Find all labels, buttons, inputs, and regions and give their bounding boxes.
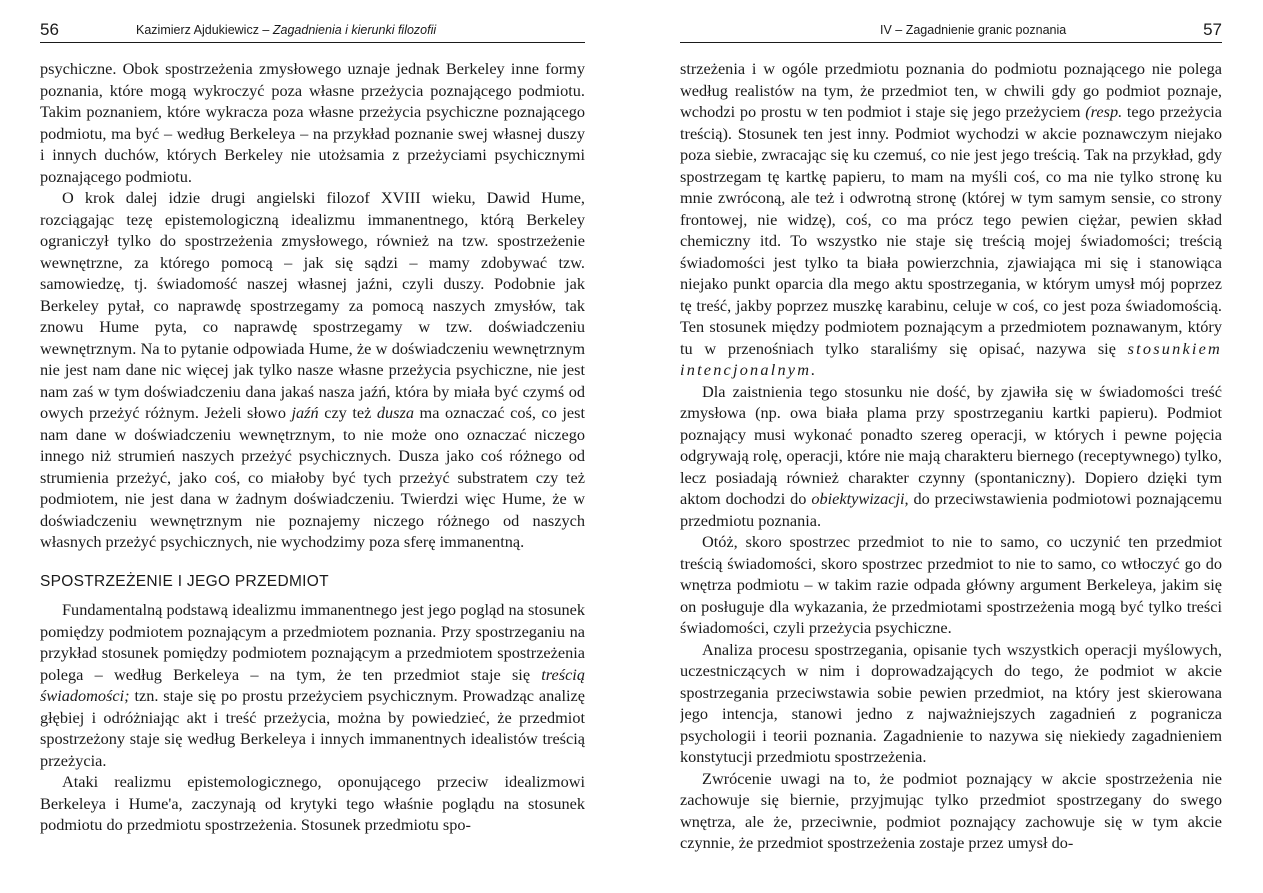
right-running-header <box>680 20 1222 43</box>
left-body-text <box>40 58 585 836</box>
paragraph: Analiza procesu spostrzegania, opisanie tych wszystkich operacji myślowych, uczestniczących w nim i doprowadzających do tego, że podmiot w akcie spostrzegania przeciwstawia sobie pewien przedmiot, na który jest skierowana jego intencja, stanowi jedno z najważniejszych zagadnień z pogranicza psychologii i teorii poznania. Zagadnienie to nazywa się niekiedy zagadnieniem konstytucji przedmiotu spostrzeżenia. <box>680 639 1222 766</box>
page-number: 57 <box>1203 20 1222 39</box>
paragraph: Ataki realizmu epistemologicznego, oponującego przeciw idealizmowi Berkeleya i Hume'a, zaczynają od krytyki tego właśnie poglądu na stosunek podmiotu do przedmiotu spostrzeżenia. Stosunek przedmiotu spo- <box>40 772 585 834</box>
left-page <box>40 0 585 893</box>
paragraph: Fundamentalną podstawą idealizmu immanentnego jest jego pogląd na stosunek pomiędzy podmiotem poznającym a przedmiotem poznania. Przy spostrzeganiu na przykład stosunek pomiędzy podmiotem poznającym a przedmiotem spostrzeżenia polega – według Berkeleya – na tym, że ten przedmiot staje się treścią świadomości; tzn. staje się po prostu przeżyciem psychicznym. Prowadząc analizę głębiej i odróżniając akt i treść przeżycia, można by powiedzieć, że przedmiot spostrzeżony staje się według Berkeleya i innych immanentnych idealistów treścią przeżycia. <box>40 600 585 770</box>
paragraph: Otóż, skoro spostrzec przedmiot to nie to samo, co uczynić ten przedmiot treścią świadomości, skoro spostrzec przedmiot to nie to samo, co wtłoczyć go do wnętrza podmiotu – w takim razie odpada główny argument Berkeleya, jakim się on posługuje dla wykazania, że przedmiotami spostrzeżenia mogą być tylko treści świadomości, czyli przeżycia psychiczne. <box>680 532 1222 637</box>
left-running-header <box>40 20 585 43</box>
paragraph: Dla zaistnienia tego stosunku nie dość, by zjawiła się w świadomości treść zmysłowa (np. owa biała plama przy spostrzeganiu kartki papieru). Podmiot poznający musi wykonać ponadto szereg operacji, w których i pewne pojęcia odgrywają rolę, operacji, które nie mają charakteru biernego (receptywnego) tylko, lecz posiadają również charakter czynny (spontaniczny). Dopiero dzięki tym aktom dochodzi do obiektywizacji, do przeciwstawienia podmiotowi poznającemu przedmiotu poznania. <box>680 381 1222 530</box>
paragraph: O krok dalej idzie drugi angielski filozof XVIII wieku, Dawid Hume, rozciągając tezę epistemologiczną idealizmu immanentnego, którą Berkeley ograniczył tylko do spostrzeżenia zmysłowego, również na tzw. spostrzeżenie wewnętrzne, za którego pomocą – jak się sądzi – mamy zdobywać tzw. samowiedzę, tj. świadomość naszej własnej jaźni, czyli duszy. Podobnie jak Berkeley pytał, co naprawdę spostrzegamy za pomocą naszych zmysłów, tak znowu Hume pyta, co naprawdę spostrzegamy w tzw. doświadczeniu wewnętrznym. Na to pytanie odpowiada Hume, że w doświadczeniu wewnętrznym nie jest nam dane nic więcej jak tylko nasze własne przeżycia psychiczne, nie jest nam zaś w tym doświadczeniu dana jakaś nasza jaźń, która by miała być czymś od owych przeżyć różnym. Jeżeli słowo jaźń czy też dusza ma oznaczać coś, co jest nam dane w doświadczeniu wewnętrznym, to nie może ono oznaczać niczego innego niż strumień naszych przeżyć psychicznych. Dusza jako coś różnego od strumienia przeżyć, jako coś, co miałoby być tych przeżyć substratem czy też podmiotem, nie jest dana w żadnym doświadczeniu. Twierdzi więc Hume, że w doświadczeniu wewnętrznym nie poznajemy niczego różnego od naszych własnych przeżyć psychicznych, nie wychodzimy poza sferę immanentną. <box>40 188 585 551</box>
paragraph: strzeżenia i w ogóle przedmiotu poznania do podmiotu poznającego nie polega według realistów na tym, że przedmiot ten, w chwili gdy go podmiot poznaje, wchodzi po prostu w ten podmiot i staje się jego przeżyciem (resp. tego przeżycia treścią). Stosunek ten jest inny. Podmiot wychodzi w akcie poznawczym niejako poza siebie, zwracając się ku czemuś, co nie jest jego treścią. Tak na przykład, gdy spostrzegam tę kartkę papieru, to mam na myśli coś, co ma nie tylko stronę ku mnie zwróconą, ale też i odwrotną stronę (której w tym samym sensie, co strony frontowej, nie widzę), coś, co ma prócz tego pewien ciężar, pewien skład chemiczny itd. To wszystko nie staje się treścią mojej świadomości; treścią świadomości jest tylko ta biała powierzchnia, zjawiająca mi się i stanowiąca niejako punkt oparcia dla mego aktu spostrzegania, w którym umysł mój poprzez tę treść, jakby poprzez muszkę karabinu, celuje w coś, co jest poza świadomością. Ten stosunek między podmiotem poznającym a przedmiotem poznawanym, który tu w przenośniach tylko staraliśmy się opisać, nazywa się stosunkiem intencjonalnym. <box>680 59 1222 379</box>
header-title <box>136 23 436 37</box>
header-title: IV – Zagadnienie granic poznania <box>880 23 1067 37</box>
paragraph: psychiczne. Obok spostrzeżenia zmysłowego uznaje jednak Berkeley inne formy poznania, które mogą wykroczyć poza własne przeżycia poznającego podmiotu. Takim poznaniem, które wykracza poza własne przeżycia psychiczne poznającego podmiotu, ma być – według Berkeleya – na przykład poznanie swej własnej duszy i innych duchów, których Berkeley nie utożsamia z przeżyciami psychicznymi poznającego podmiotu. <box>40 59 585 186</box>
right-page <box>680 0 1222 893</box>
header-author: Kazimierz Ajdukiewicz – <box>136 23 270 37</box>
right-body-text <box>680 58 1222 854</box>
header-book-title: Zagadnienia i kierunki filozofii <box>272 23 437 37</box>
page-number: 56 <box>40 20 59 39</box>
paragraph: Zwrócenie uwagi na to, że podmiot poznający w akcie spostrzeżenia nie zachowuje się biernie, przyjmując tylko przedmiot spostrzegany do swego wnętrza, ale że, przeciwnie, podmiot poznający zachowuje się w tym akcie czynnie, że przedmiot spostrzeżenia zostaje przez umysł do- <box>680 768 1222 852</box>
section-heading: SPOSTRZEŻENIE I JEGO PRZEDMIOT <box>40 572 329 590</box>
emphasized-term: stosunkiem intencjonalnym. <box>680 338 1222 379</box>
